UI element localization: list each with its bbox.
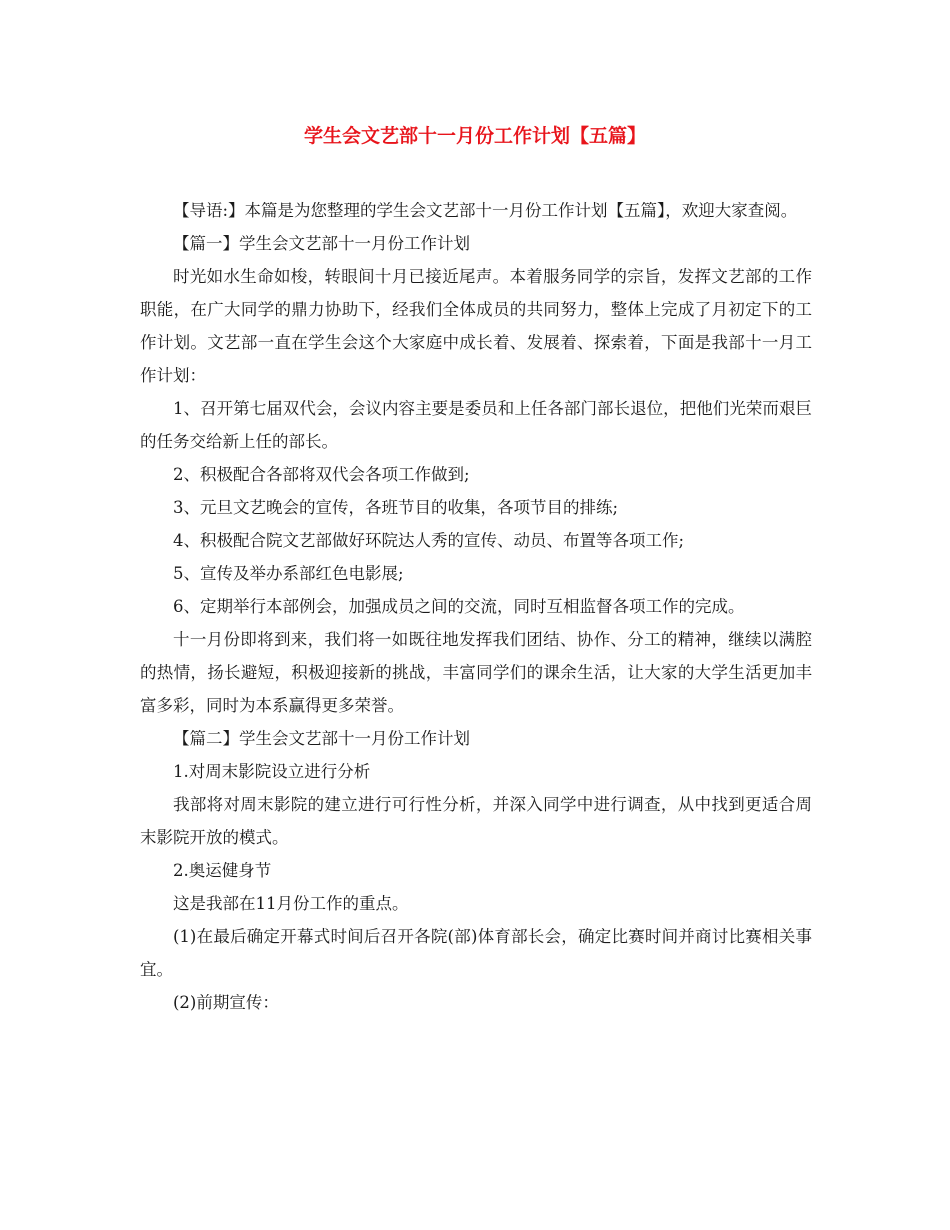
paragraph: 时光如水生命如梭，转眼间十月已接近尾声。本着服务同学的宗旨，发挥文艺部的工作职能，在广大同学的鼎力协助下，经我们全体成员的共同努力，整体上完成了月初定下的工作计划。文艺部一直在学生会这个大家庭中成长着、发展着、探索着，下面是我部十一月工作计划：	[140, 267, 812, 385]
list-item: 6、定期举行本部例会，加强成员之间的交流，同时互相监督各项工作的完成。	[173, 597, 745, 616]
document-body	[140, 194, 812, 1019]
subheading: 1.对周末影院设立进行分析	[173, 762, 371, 781]
section-heading-2: 【篇二】学生会文艺部十一月份工作计划	[173, 729, 470, 748]
paragraph-intro: 【导语:】本篇是为您整理的学生会文艺部十一月份工作计划【五篇】，欢迎大家查阅。	[173, 201, 798, 220]
subheading: 2.奥运健身节	[173, 861, 272, 880]
section-heading-1: 【篇一】学生会文艺部十一月份工作计划	[173, 234, 470, 253]
list-item: (2)前期宣传：	[173, 993, 279, 1012]
paragraph: 这是我部在11月份工作的重点。	[173, 894, 409, 913]
paragraph: 我部将对周末影院的建立进行可行性分析，并深入同学中进行调查，从中找到更适合周末影院开放的模式。	[140, 795, 812, 847]
list-item: 3、元旦文艺晚会的宣传，各班节目的收集，各项节目的排练;	[173, 498, 619, 517]
list-item: 1、召开第七届双代会，会议内容主要是委员和上任各部门部长退位，把他们光荣而艰巨的任务交给新上任的部长。	[140, 399, 812, 451]
list-item: (1)在最后确定开幕式时间后召开各院(部)体育部长会，确定比赛时间并商讨比赛相关事宜。	[140, 927, 812, 979]
list-item: 4、积极配合院文艺部做好环院达人秀的宣传、动员、布置等各项工作;	[173, 531, 685, 550]
list-item: 5、宣传及举办系部红色电影展;	[173, 564, 404, 583]
list-item: 2、积极配合各部将双代会各项工作做到;	[173, 465, 470, 484]
paragraph: 十一月份即将到来，我们将一如既往地发挥我们团结、协作、分工的精神，继续以满腔的热情，扬长避短，积极迎接新的挑战，丰富同学们的课余生活，让大家的大学生活更加丰富多彩，同时为本系赢得更多荣誉。	[140, 630, 812, 715]
document-title: 学生会文艺部十一月份工作计划【五篇】	[303, 125, 646, 147]
